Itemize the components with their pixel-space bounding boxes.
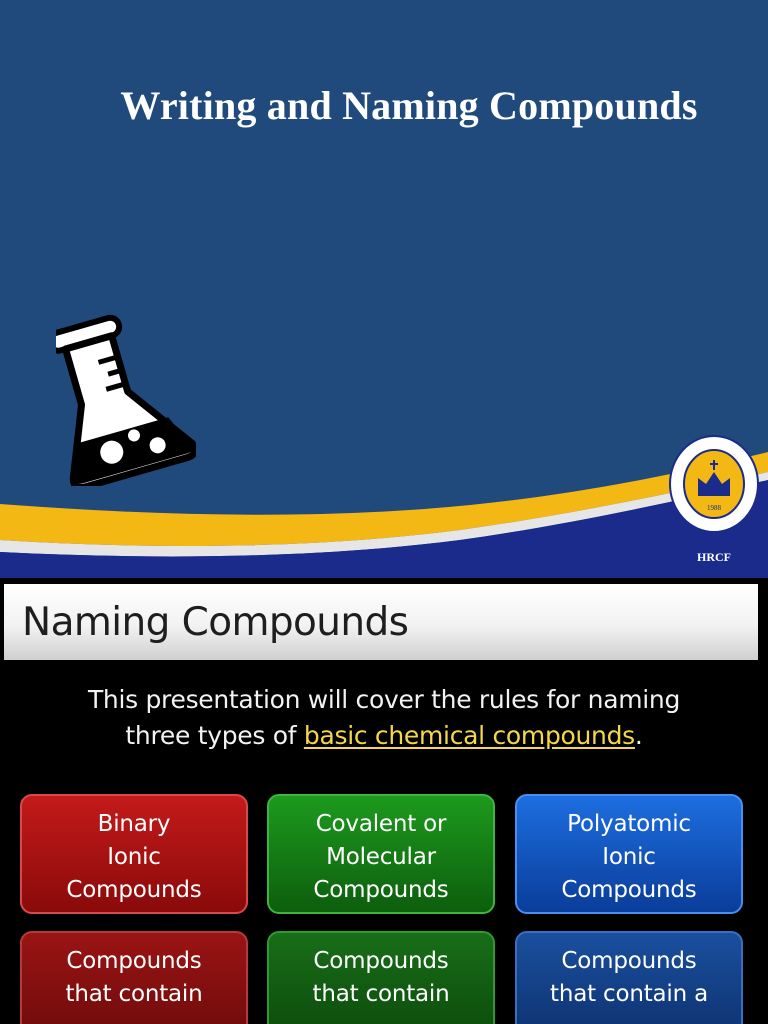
intro-line-1: This presentation will cover the rules for naming (87, 685, 681, 714)
category-line: Covalent or (315, 811, 447, 837)
description-line: Compounds (561, 948, 697, 974)
category-polyatomic-ionic[interactable] (515, 794, 743, 914)
slide-header (4, 584, 758, 660)
seal-year: 1988 (707, 504, 721, 512)
flask-icon (56, 300, 196, 486)
intro-line-2 (0, 718, 768, 754)
description-line: that contain (312, 981, 450, 1007)
basic-compounds-link[interactable]: basic chemical compounds (303, 721, 635, 750)
description-line: Compounds (66, 948, 202, 974)
category-line: Compounds (561, 877, 697, 903)
description-line: that contain (65, 981, 203, 1007)
category-line: Compounds (313, 877, 449, 903)
category-line: Ionic (602, 844, 656, 870)
intro-line-2-prefix: three types of (125, 721, 304, 750)
description-binary-ionic[interactable] (20, 931, 248, 1024)
description-line: Compounds (313, 948, 449, 974)
category-line: Binary (97, 811, 171, 837)
category-line: Ionic (107, 844, 161, 870)
category-line: Polyatomic (567, 811, 691, 837)
slide-heading: Naming Compounds (22, 600, 409, 645)
category-binary-ionic[interactable] (20, 794, 248, 914)
category-covalent-molecular[interactable] (267, 794, 495, 914)
description-covalent-molecular[interactable] (267, 931, 495, 1024)
category-line: Molecular (326, 844, 436, 870)
category-line: Compounds (66, 877, 202, 903)
seal-label: HRCF (697, 550, 731, 564)
description-polyatomic-ionic[interactable] (515, 931, 743, 1024)
intro-line-2-suffix: . (634, 721, 643, 750)
description-line: that contain a (550, 981, 708, 1007)
intro-text (0, 682, 768, 754)
college-seal-icon (668, 434, 760, 534)
slide-title: Writing and Naming Compounds (120, 83, 698, 128)
naming-compounds-slide (0, 578, 768, 1024)
